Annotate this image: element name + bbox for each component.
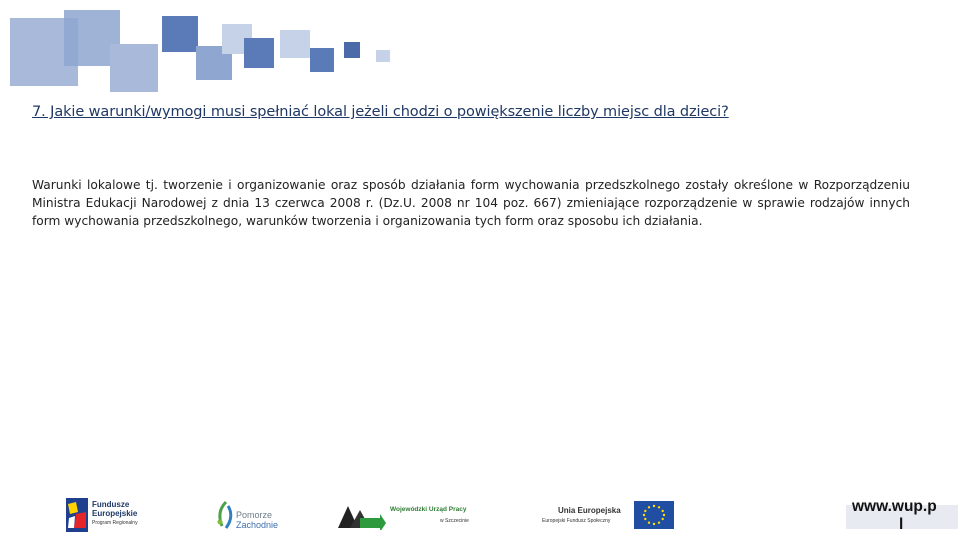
- wup-logo-line1: Wojewódzki Urząd Pracy: [390, 506, 467, 513]
- eu-flag-icon: [634, 501, 674, 529]
- wup-emblem-icon: [336, 502, 386, 530]
- deco-square: [244, 38, 274, 68]
- unia-europejska-logo: [540, 498, 676, 534]
- ue-logo-line1: Unia Europejska: [558, 506, 621, 515]
- fundusze-europejskie-logo: [66, 496, 156, 536]
- deco-square: [280, 30, 310, 58]
- fe-logo-line3: Program Regionalny: [92, 520, 138, 526]
- pomorze-zachodnie-logo: [214, 498, 280, 534]
- fe-emblem-icon: [66, 498, 88, 532]
- footer-logos: [0, 490, 960, 540]
- website-address[interactable]: [846, 496, 958, 540]
- wup-logo-line2: w Szczecinie: [440, 518, 469, 524]
- pomorze-logo-line2: Zachodnie: [236, 520, 279, 530]
- fe-logo-line1: Fundusze: [92, 500, 130, 509]
- wup-szczecin-logo: [336, 498, 486, 534]
- slide-body-text: Warunki lokalowe tj. tworzenie i organizowanie oraz sposób działania form wychowania przedszkolnego zostały określone w Rozporządzeniu Ministra Edukacji Narodowej z dnia 13 czerwca 2008 r. (Dz.U. 2008 nr 104 poz. 667) zmieniające rozporządzenie w sprawie rodzajów innych form wychowania przedszkolnego, warunków tworzenia i organizowania tych form oraz sposobu ich działania.: [32, 178, 910, 228]
- deco-square: [310, 48, 334, 72]
- pomorze-emblem-icon: [214, 500, 236, 530]
- pomorze-logo-line1: Pomorze: [236, 510, 273, 520]
- website-line1: www.wup.p: [852, 498, 937, 515]
- ue-logo-line2: Europejski Fundusz Społeczny: [542, 518, 611, 524]
- deco-square: [162, 16, 198, 52]
- deco-square: [376, 50, 390, 62]
- slide-heading: 7. Jakie warunki/wymogi musi spełniać lokal jeżeli chodzi o powiększenie liczby miejsc dla dzieci?: [32, 104, 729, 120]
- deco-square: [110, 44, 158, 92]
- fe-logo-line2: Europejskie: [92, 509, 138, 518]
- website-line2: l: [899, 516, 904, 533]
- deco-square: [344, 42, 360, 58]
